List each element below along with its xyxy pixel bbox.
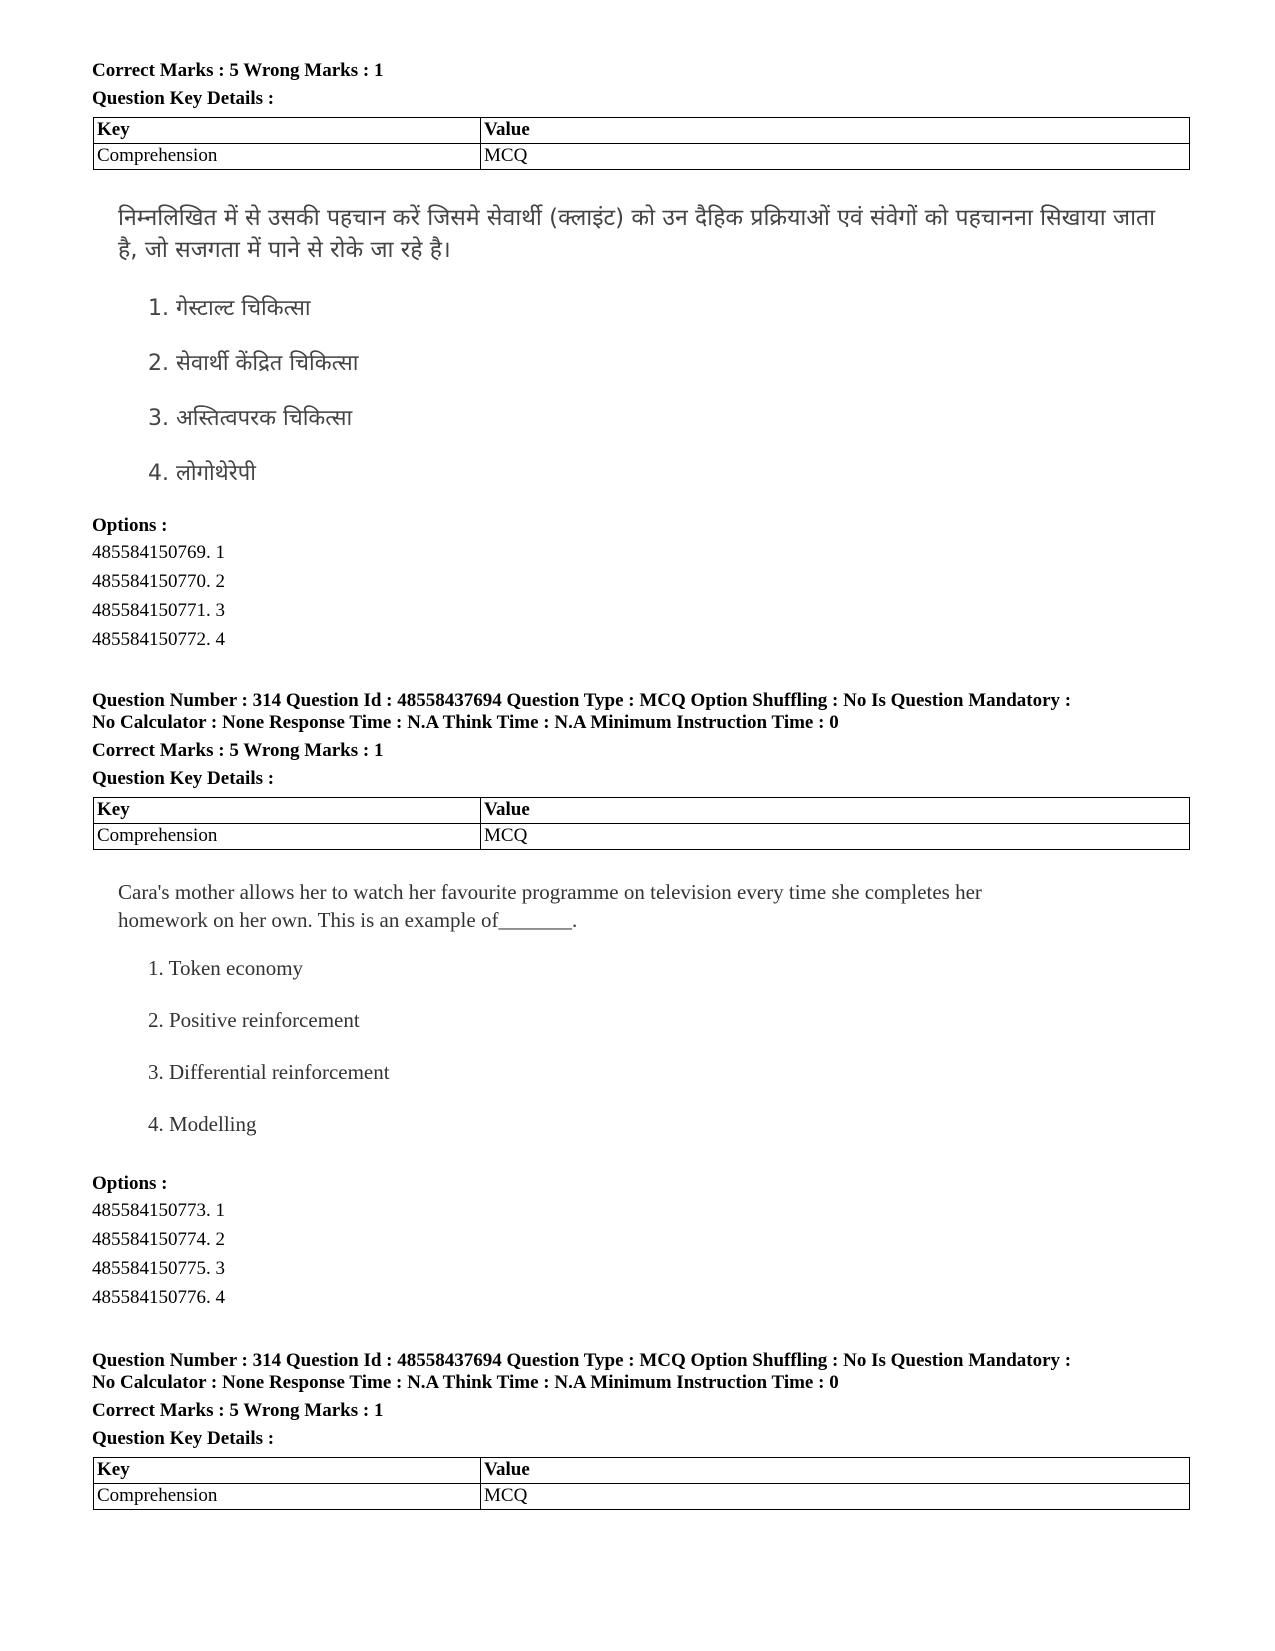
table-row — [94, 824, 1190, 850]
value-cell: MCQ — [481, 144, 1190, 170]
question-key-table — [93, 117, 1190, 170]
option-item: 485584150774. 2 — [92, 1229, 225, 1250]
value-header: Value — [481, 1458, 1190, 1484]
question-option-1: 1. गेस्टाल्ट चिकित्सा — [148, 296, 311, 321]
question-text-line-2: homework on her own. This is an example of_______. — [118, 908, 578, 932]
table-row — [94, 1484, 1190, 1510]
value-header: Value — [481, 798, 1190, 824]
question-text: निम्नलिखित में से उसकी पहचान करें जिसमे सेवार्थी (क्लाइंट) को उन दैहिक प्रक्रियाओं एवं संवेगों को पहचानना सिखाया जाता है, जो सजगता में पाने से रोके जा रहे है। — [118, 205, 1156, 263]
option-item: 485584150769. 1 — [92, 542, 225, 563]
question-key-table — [93, 1457, 1190, 1510]
question-text-line-1: Cara's mother allows her to watch her favourite programme on television every time she completes her — [118, 880, 982, 904]
options-list — [92, 538, 225, 654]
question-option-2: 2. सेवार्थी केंद्रित चिकित्सा — [148, 351, 359, 376]
table-row — [94, 144, 1190, 170]
marks-line: Correct Marks : 5 Wrong Marks : 1 — [92, 740, 384, 761]
options-list — [92, 1196, 225, 1312]
question-header-line-1: Question Number : 314 Question Id : 48558437694 Question Type : MCQ Option Shuffling : No Is Question Mandatory : — [92, 690, 1072, 711]
key-header: Key — [94, 798, 481, 824]
question-option-2: 2. Positive reinforcement — [148, 1008, 360, 1032]
value-cell: MCQ — [481, 824, 1190, 850]
question-option-4: 4. लोगोथेरेपी — [148, 461, 256, 486]
question-header-line-1: Question Number : 314 Question Id : 48558437694 Question Type : MCQ Option Shuffling : No Is Question Mandatory : — [92, 1350, 1072, 1371]
question-image — [118, 878, 1198, 1148]
table-header-row — [94, 798, 1190, 824]
option-item: 485584150773. 1 — [92, 1200, 225, 1221]
question-option-1: 1. Token economy — [148, 956, 304, 980]
option-item: 485584150775. 3 — [92, 1258, 225, 1279]
option-item: 485584150770. 2 — [92, 571, 225, 592]
options-label: Options : — [92, 515, 168, 536]
option-item: 485584150776. 4 — [92, 1287, 225, 1308]
key-cell: Comprehension — [94, 1484, 481, 1510]
key-details-label: Question Key Details : — [92, 88, 275, 109]
option-item: 485584150771. 3 — [92, 600, 225, 621]
key-details-label: Question Key Details : — [92, 1428, 275, 1449]
option-item: 485584150772. 4 — [92, 629, 225, 650]
key-cell: Comprehension — [94, 824, 481, 850]
question-option-4: 4. Modelling — [148, 1112, 257, 1136]
table-header-row — [94, 118, 1190, 144]
table-header-row — [94, 1458, 1190, 1484]
question-image — [118, 202, 1198, 492]
value-cell: MCQ — [481, 1484, 1190, 1510]
question-header-line-2: No Calculator : None Response Time : N.A Think Time : N.A Minimum Instruction Time : 0 — [92, 1372, 839, 1393]
key-header: Key — [94, 1458, 481, 1484]
marks-line: Correct Marks : 5 Wrong Marks : 1 — [92, 1400, 384, 1421]
options-label: Options : — [92, 1173, 168, 1194]
key-cell: Comprehension — [94, 144, 481, 170]
value-header: Value — [481, 118, 1190, 144]
marks-line: Correct Marks : 5 Wrong Marks : 1 — [92, 60, 384, 81]
question-option-3: 3. Differential reinforcement — [148, 1060, 390, 1084]
key-header: Key — [94, 118, 481, 144]
key-details-label: Question Key Details : — [92, 768, 275, 789]
question-key-table — [93, 797, 1190, 850]
question-option-3: 3. अस्तित्वपरक चिकित्सा — [148, 406, 353, 431]
question-header-line-2: No Calculator : None Response Time : N.A Think Time : N.A Minimum Instruction Time : 0 — [92, 712, 839, 733]
